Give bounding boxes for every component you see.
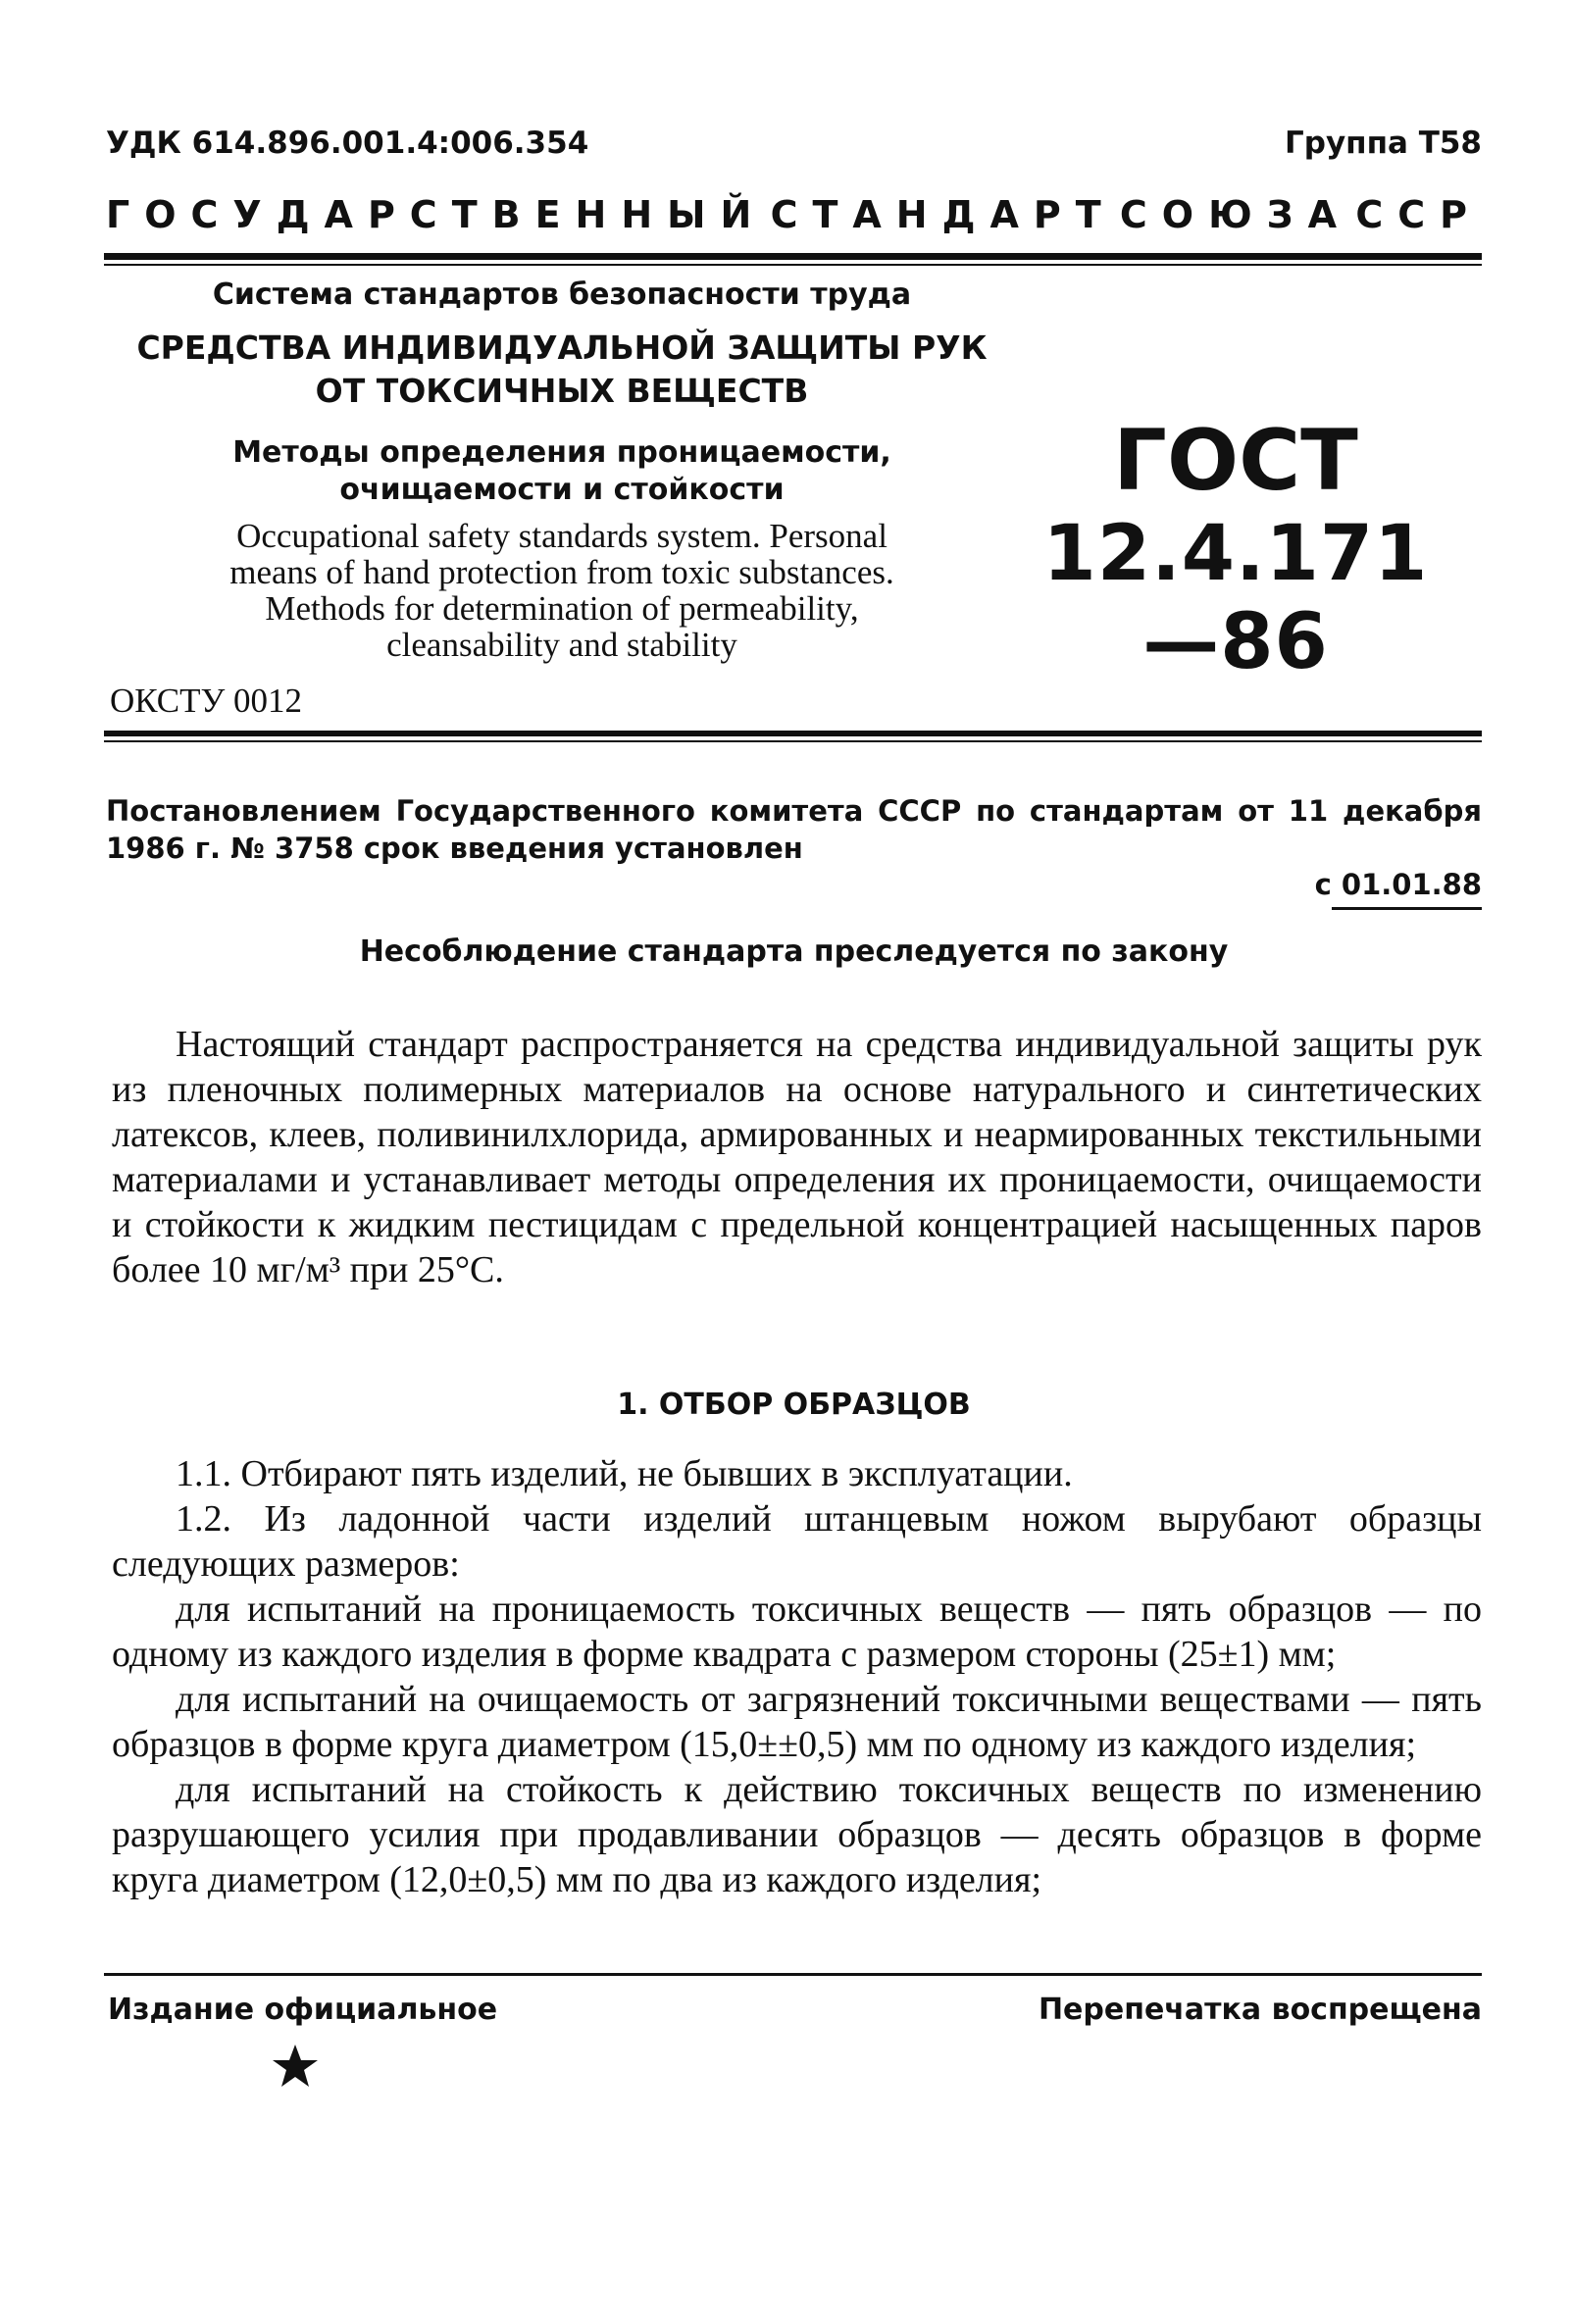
english-line: Occupational safety standards system. Personal bbox=[236, 517, 887, 555]
title-line: СРЕДСТВА ИНДИВИДУАЛЬНОЙ ЗАЩИТЫ РУК bbox=[136, 328, 988, 367]
okstu-code: ОКСТУ 0012 bbox=[110, 682, 303, 720]
paragraph: для испытаний на проницаемость токсичных веществ — пять образцов — по одному из каждого изделия в форме квадрата с размером стороны (25±1) мм; bbox=[112, 1589, 1482, 1675]
methods-line: Методы определения проницаемости, bbox=[232, 435, 891, 470]
english-line: Methods for determination of permeability, bbox=[265, 589, 859, 628]
decree-text: Постановлением Государственного комитета СССР по стандартам от 11 декабря 1986 г. № 3758 срок введения установлен bbox=[106, 794, 1482, 865]
banner-word: ССР bbox=[1355, 193, 1482, 236]
edition-label: Издание официальное bbox=[108, 1993, 498, 2027]
section-rule bbox=[104, 731, 1482, 736]
state-standard-banner bbox=[106, 193, 1482, 236]
system-title: Система стандартов безопасности труда bbox=[212, 278, 912, 312]
udk-code: УДК 614.896.001.4:006.354 bbox=[106, 126, 589, 161]
section-rule-thin bbox=[104, 740, 1482, 742]
intro-paragraph: Настоящий стандарт распространяется на средства индивидуальной защиты рук из пленочных полимерных материалов на основе натурального и синтетических латексов, клеев, поливинилхлорида, армированных и неармированных текстильными материалами и устанавливает методы определения их проницаемости, очищаемости и стойкости к жидким пестицидам с предельной концентрацией насыщенных паров более 10 мг/м³ при 25°С. bbox=[112, 1024, 1482, 1290]
header-rule bbox=[104, 253, 1482, 260]
section-heading: 1. ОТБОР ОБРАЗЦОВ bbox=[617, 1388, 971, 1422]
paragraph: для испытаний на стойкость к действию токсичных веществ по изменению разрушающего усилия при продавливании образцов — десять образцов в форме круга диаметром (12,0±0,5) мм по два из каждого изделия; bbox=[112, 1769, 1482, 1900]
banner-word: СТАНДАРТ bbox=[770, 193, 1116, 236]
section-body bbox=[112, 1451, 1482, 1902]
title-line: ОТ ТОКСИЧНЫХ ВЕЩЕСТВ bbox=[315, 372, 809, 410]
paragraph: 1.2. Из ладонной части изделий штанцевым ножом вырубают образцы следующих размеров: bbox=[112, 1498, 1482, 1585]
methods-subtitle bbox=[106, 434, 1018, 509]
english-title bbox=[106, 518, 1018, 663]
english-line: cleansability and stability bbox=[386, 626, 737, 664]
paragraph: для испытаний на очищаемость от загрязнений токсичными веществами — пять образцов в форме круга диаметром (15,0±±0,5) мм по одному из каждого изделия; bbox=[112, 1679, 1482, 1765]
paragraph: 1.1. Отбирают пять изделий, не бывших в эксплуатации. bbox=[176, 1453, 1073, 1494]
footer-rule bbox=[104, 1973, 1482, 1976]
document-title bbox=[106, 327, 1018, 413]
header-rule-thin bbox=[104, 264, 1482, 266]
legal-notice: Несоблюдение стандарта преследуется по закону bbox=[359, 935, 1229, 969]
effective-date: с 01.01.88 bbox=[1314, 868, 1482, 901]
banner-word: СОЮЗА bbox=[1119, 193, 1352, 236]
methods-line: очищаемости и стойкости bbox=[339, 473, 785, 507]
banner-word: ГОСУДАРСТВЕННЫЙ bbox=[106, 193, 767, 236]
gost-number: 12.4.171—86 bbox=[1042, 510, 1429, 686]
date-underline bbox=[1332, 907, 1482, 910]
group-code: Группа Т58 bbox=[1285, 126, 1482, 161]
reprint-notice: Перепечатка воспрещена bbox=[1038, 1993, 1482, 2027]
gost-label: ГОСТ bbox=[1113, 412, 1358, 510]
english-line: means of hand protection from toxic substances. bbox=[229, 553, 894, 591]
star-icon bbox=[271, 2042, 320, 2091]
